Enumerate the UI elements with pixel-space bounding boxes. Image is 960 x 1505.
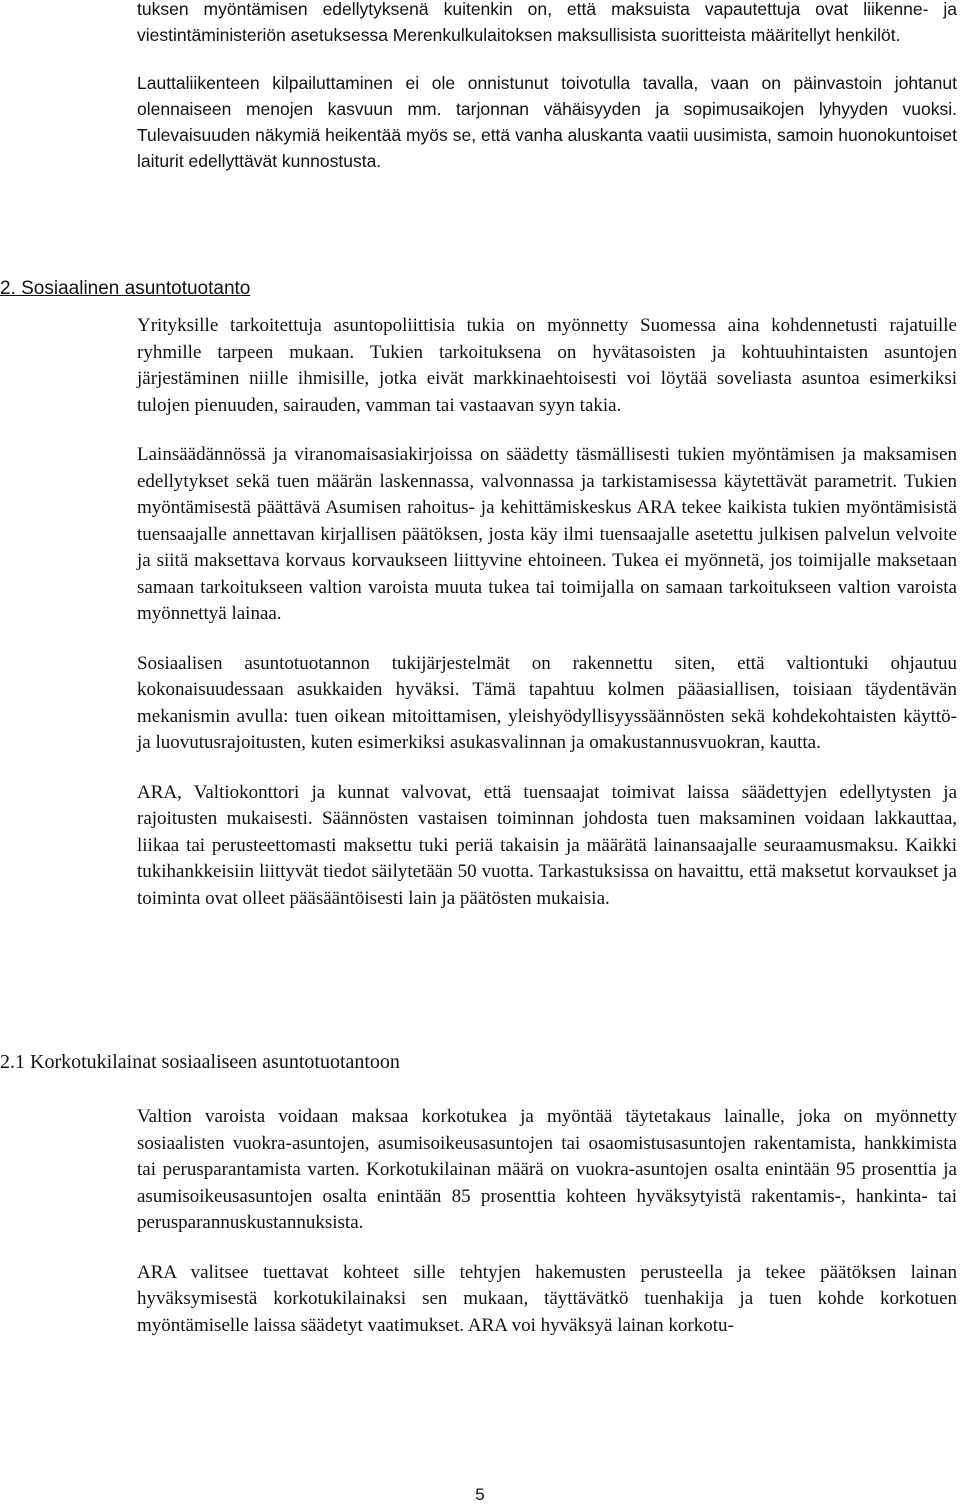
section-2-1-heading: 2.1 Korkotukilainat sosiaaliseen asuntotuotantoon	[0, 1051, 400, 1073]
section-2-1-paragraph-2: ARA valitsee tuettavat kohteet sille tehtyjen hakemusten perusteella ja tekee päätöksen lainan hyväksymisestä korkotukilainaksi sen mukaan, täyttävätkö tuenhakija ja tuen kohde korkotuen myöntämiselle laissa säädetyt vaatimukset. ARA voi hyväksyä lainan korkotu-	[137, 1261, 957, 1336]
intro-paragraph-1: tuksen myöntämisen edellytyksenä kuitenkin on, että maksuista vapautettuja ovat liikenne- ja viestintäministeriön asetuksessa Merenkulkulaitoksen maksullisista suoritteista määritellyt henkilöt.	[137, 0, 957, 45]
section-2-1-text	[137, 1104, 957, 1339]
intro-paragraph-2: Lauttaliikenteen kilpailuttaminen ei ole onnistunut toivotulla tavalla, vaan on päinvastoin johtanut olennaiseen menojen kasvuun mm. tarjonnan vähäisyyden ja sopimusaikojen lyhyyden vuoksi. Tulevaisuuden näkymiä heikentää myös se, että vanha aluskanta vaatii uusimista, samoin huonokuntoiset laiturit edellyttävät kunnostusta.	[137, 73, 957, 171]
section-2-paragraph-4: ARA, Valtiokonttori ja kunnat valvovat, että tuensaajat toimivat laissa säädettyjen edellytysten ja rajoitusten mukaisesti. Säännösten vastaisen toiminnan johdosta tuen maksaminen voidaan lakkauttaa, liikaa tai perusteettomasti maksettu tuki periä takaisin ja määrätä lainansaajalle seuraamusmaksu. Kaikki tukihankkeisiin liittyvät tiedot säilytetään 50 vuotta. Tarkastuksissa on havaittu, että maksetut korvaukset ja toiminta ovat olleet pääsääntöisesti lain ja päätösten mukaisia.	[137, 781, 957, 909]
section-2-paragraph-1: Yrityksille tarkoitettuja asuntopoliittisia tukia on myönnetty Suomessa aina kohdennetusti rajatuille ryhmille tarpeen mukaan. Tukien tarkoituksena on hyvätasoisten ja kohtuuhintaisten asuntojen järjestäminen niille ihmisille, jotka eivät markkinaehtoisesti voi löytää soveliasta asuntoa esimerkiksi tulojen pienuuden, sairauden, vamman tai vastaavan syyn takia.	[137, 315, 957, 416]
section-2-paragraph-2: Lainsäädännössä ja viranomaisasiakirjoissa on säädetty täsmällisesti tukien myöntämisen ja maksamisen edellytykset sekä tuen määrän laskennassa, valvonnassa ja tarkistamisessa käytettävät parametrit. Tukien myöntämisestä päättävä Asumisen rahoitus- ja kehittämiskeskus ARA tekee kaikista tukien myöntämisistä tuensaajalle annettavan kirjallisen päätöksen, josta käy ilmi tuensaajalle asetettu julkisen palvelun velvoite ja siitä maksettava korvaus korvaukseen liittyvine ehtoineen. Tukea ei myönnetä, jos toimijalle maksetaan samaan tarkoitukseen valtion varoista muuta tukea tai toimijalla on samaan tarkoitukseen valtion varoista myönnettyä lainaa.	[137, 444, 957, 624]
section-2-text	[137, 313, 957, 912]
page-number: 5	[475, 1485, 485, 1504]
section-2-1-paragraph-1: Valtion varoista voidaan maksaa korkotukea ja myöntää täytetakaus lainalle, joka on myönnetty sosiaalisten vuokra-asuntojen, asumisoikeusasuntojen tai osaomistusasuntojen rakentamista, hankkimista tai perusparantamista varten. Korkotukilainan määrä on vuokra-asuntojen osalta enintään 95 prosenttia ja asumisoikeusasuntojen osalta enintään 85 prosenttia kohteen hyväksytyistä rakentamis-, hankinta- tai perusparannuskustannuksista.	[137, 1106, 957, 1233]
intro-text	[137, 0, 957, 174]
section-2-paragraph-3: Sosiaalisen asuntotuotannon tukijärjestelmät on rakennettu siten, että valtiontuki ohjautuu kokonaisuudessaan asukkaiden hyväksi. Tämä tapahtuu kolmen pääasiallisen, toisiaan täydentävän mekanismin avulla: tuen oikean mitoittamisen, yleishyödyllisyyssäännösten sekä kohdekohtaisten käyttö- ja luovutusrajoitusten, kuten esimerkiksi asukasvalinnan ja omakustannusvuokran, kautta.	[137, 652, 957, 753]
section-2-heading: 2. Sosiaalinen asuntotuotanto	[0, 278, 251, 299]
